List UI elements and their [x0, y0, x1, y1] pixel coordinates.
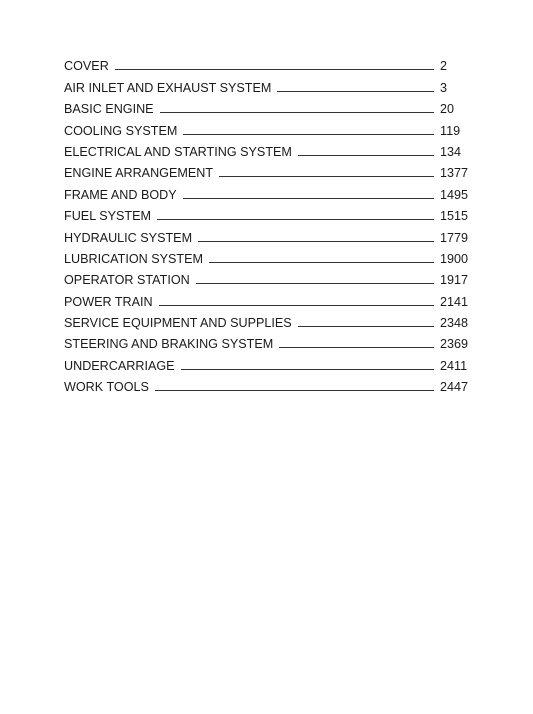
toc-leader-line [115, 69, 434, 70]
toc-entry-work-tools[interactable] [64, 373, 472, 394]
toc-entry-page[interactable]: 2411 [440, 358, 468, 373]
toc-leader-line [209, 262, 434, 263]
toc-entry-page[interactable]: 1377 [440, 166, 469, 181]
toc-entry-title[interactable]: LUBRICATION SYSTEM [64, 251, 204, 266]
toc-entry-page[interactable]: 2348 [440, 316, 469, 331]
toc-leader-line [219, 176, 434, 177]
toc-entry-hydraulic-system[interactable] [64, 223, 472, 244]
toc-entry-page[interactable]: 2447 [440, 380, 469, 395]
toc-leader-line [159, 305, 434, 306]
toc-entry-basic-engine[interactable] [64, 95, 472, 116]
toc-leader-line [277, 91, 434, 92]
toc-entry-page[interactable]: 2141 [440, 294, 469, 309]
toc-entry-page[interactable]: 2 [440, 59, 448, 74]
table-of-contents [64, 52, 472, 394]
toc-entry-undercarriage[interactable] [64, 351, 472, 372]
toc-entry-page[interactable]: 2369 [440, 337, 469, 352]
toc-entry-page[interactable]: 1917 [440, 273, 469, 288]
toc-entry-power-train[interactable] [64, 287, 472, 308]
toc-leader-line [298, 326, 434, 327]
toc-entry-operator-station[interactable] [64, 266, 472, 287]
toc-leader-line [183, 198, 434, 199]
toc-entry-page[interactable]: 1515 [440, 209, 469, 224]
toc-entry-title[interactable]: UNDERCARRIAGE [64, 358, 175, 373]
toc-entry-title[interactable]: WORK TOOLS [64, 380, 149, 395]
toc-leader-line [298, 155, 434, 156]
toc-entry-steering-and-braking-system[interactable] [64, 330, 472, 351]
toc-entry-title[interactable]: COVER [64, 59, 109, 74]
toc-entry-title[interactable]: HYDRAULIC SYSTEM [64, 230, 193, 245]
toc-entry-page[interactable]: 20 [440, 102, 455, 117]
toc-entry-page[interactable]: 1495 [440, 187, 469, 202]
toc-entry-page[interactable]: 1900 [440, 251, 469, 266]
toc-entry-frame-and-body[interactable] [64, 180, 472, 201]
toc-entry-air-inlet-and-exhaust-system[interactable] [64, 73, 472, 94]
toc-entry-cooling-system[interactable] [64, 116, 472, 137]
toc-leader-line [279, 347, 434, 348]
toc-leader-line [155, 390, 434, 391]
toc-entry-title[interactable]: FRAME AND BODY [64, 187, 177, 202]
toc-entry-title[interactable]: ENGINE ARRANGEMENT [64, 166, 214, 181]
toc-entry-title[interactable]: POWER TRAIN [64, 294, 153, 309]
toc-leader-line [183, 134, 434, 135]
toc-leader-line [160, 112, 434, 113]
toc-entry-title[interactable]: OPERATOR STATION [64, 273, 190, 288]
toc-entry-fuel-system[interactable] [64, 202, 472, 223]
toc-entry-page[interactable]: 119 [440, 123, 461, 138]
toc-leader-line [196, 283, 434, 284]
toc-entry-title[interactable]: FUEL SYSTEM [64, 209, 152, 224]
toc-leader-line [198, 241, 434, 242]
toc-leader-line [157, 219, 434, 220]
toc-entry-electrical-and-starting-system[interactable] [64, 138, 472, 159]
toc-entry-title[interactable]: SERVICE EQUIPMENT AND SUPPLIES [64, 316, 292, 331]
toc-entry-title[interactable]: ELECTRICAL AND STARTING SYSTEM [64, 144, 292, 159]
toc-entry-title[interactable]: STEERING AND BRAKING SYSTEM [64, 337, 274, 352]
toc-entry-title[interactable]: BASIC ENGINE [64, 102, 154, 117]
toc-entry-service-equipment-and-supplies[interactable] [64, 309, 472, 330]
toc-entry-lubrication-system[interactable] [64, 245, 472, 266]
toc-entry-page[interactable]: 3 [440, 80, 448, 95]
toc-entry-title[interactable]: COOLING SYSTEM [64, 123, 178, 138]
toc-entry-engine-arrangement[interactable] [64, 159, 472, 180]
toc-leader-line [181, 369, 434, 370]
toc-entry-page[interactable]: 1779 [440, 230, 469, 245]
toc-entry-page[interactable]: 134 [440, 144, 462, 159]
toc-entry-title[interactable]: AIR INLET AND EXHAUST SYSTEM [64, 80, 272, 95]
toc-entry-cover[interactable] [64, 52, 472, 73]
